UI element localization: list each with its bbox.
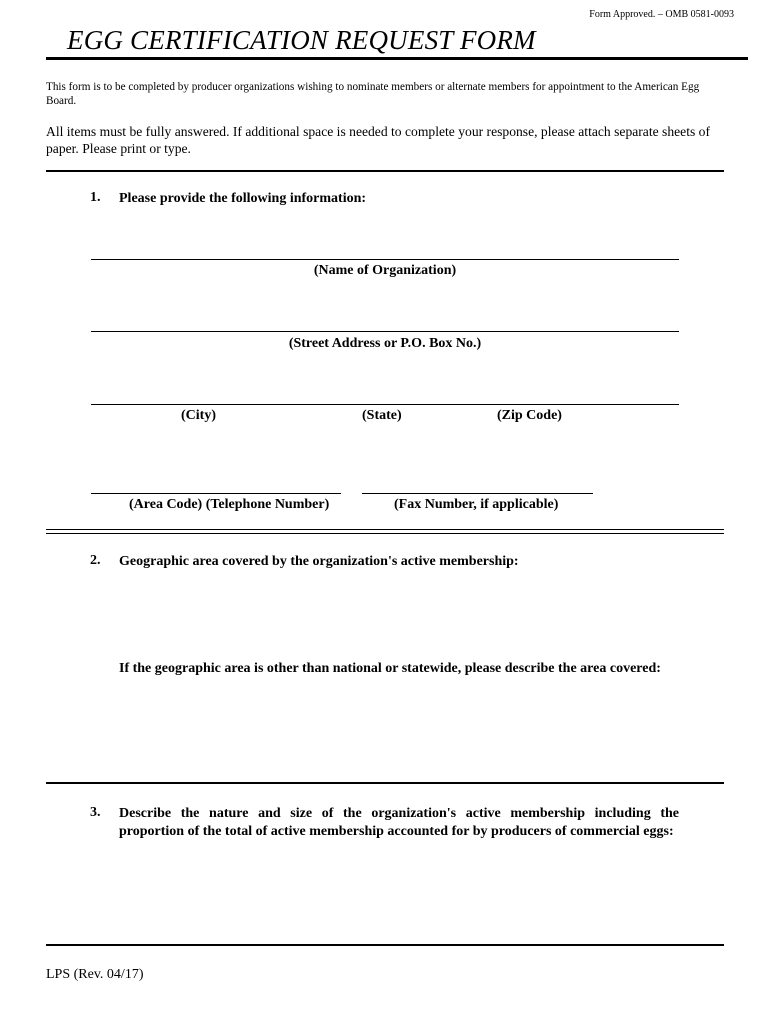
section3-number: 3. (90, 805, 101, 820)
city-state-zip-field[interactable] (91, 404, 679, 405)
fax-field[interactable] (362, 493, 593, 494)
city-label: (City) (181, 408, 216, 423)
state-label: (State) (362, 408, 402, 423)
telephone-field[interactable] (91, 493, 341, 494)
fax-number-label: (Fax Number, if applicable) (394, 497, 559, 512)
section-divider-2 (46, 782, 724, 784)
section3-prompt: Describe the nature and size of the organization's active membership including the proportion of the total of active membership accounted for by producers of commercial eggs: (119, 806, 679, 839)
section1-prompt: Please provide the following information: (119, 191, 367, 206)
street-address-label: (Street Address or P.O. Box No.) (288, 336, 482, 351)
omb-notice: Form Approved. – OMB 0581-0093 (589, 9, 734, 20)
section-divider-bottom (46, 944, 724, 946)
area-code-telephone-label: (Area Code) (Telephone Number) (129, 497, 330, 512)
organization-name-field[interactable] (91, 259, 679, 260)
intro-instructions: All items must be fully answered. If additional space is needed to complete your response, please attach separate sheets of paper. Please print or type. (46, 124, 710, 156)
section2-prompt: Geographic area covered by the organization's active membership: (119, 554, 519, 569)
title-rule (46, 57, 748, 60)
section2-number: 2. (90, 553, 101, 568)
section2-followup: If the geographic area is other than national or statewide, please describe the area covered: (119, 661, 661, 676)
section1-number: 1. (90, 190, 101, 205)
section-divider-1 (46, 529, 724, 534)
revision-footer: LPS (Rev. 04/17) (46, 967, 144, 982)
zip-code-label: (Zip Code) (497, 408, 562, 423)
street-address-field[interactable] (91, 331, 679, 332)
form-title: EGG CERTIFICATION REQUEST FORM (67, 25, 536, 55)
organization-name-label: (Name of Organization) (313, 263, 457, 278)
section-divider-top (46, 170, 724, 172)
intro-purpose: This form is to be completed by producer organizations wishing to nominate members or alternate members for appointment to the American Egg Board. (46, 81, 700, 107)
